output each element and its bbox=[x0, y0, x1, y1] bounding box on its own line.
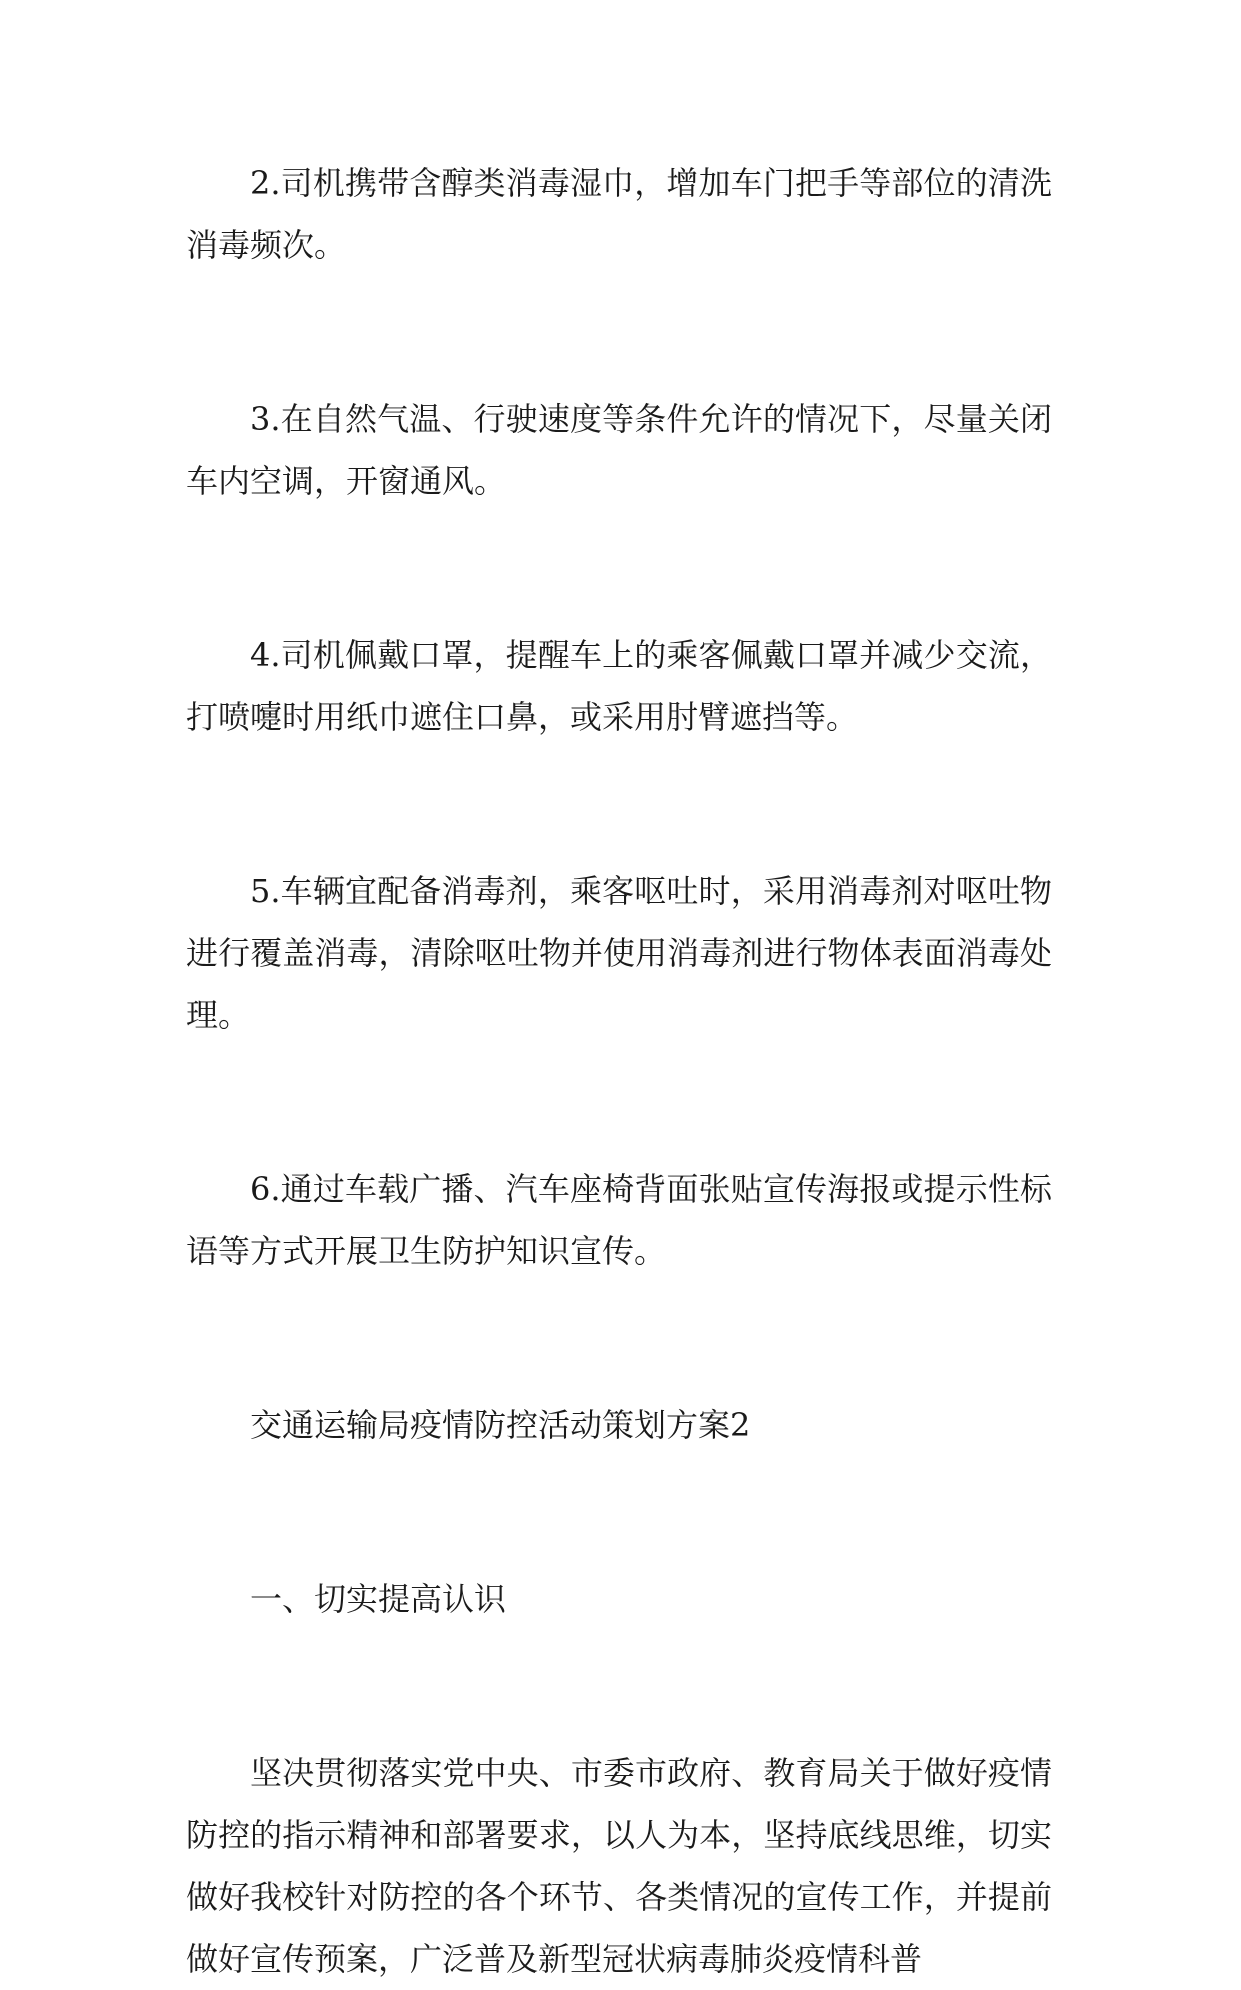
document-body bbox=[186, 152, 1052, 1990]
body-paragraph: 坚决贯彻落实党中央、市委市政府、教育局关于做好疫情防控的指示精神和部署要求，以人为本，坚持底线思维，切实做好我校针对防控的各个环节、各类情况的宣传工作，并提前做好宣传预案，广泛普及新型冠状病毒肺炎疫情科普 bbox=[186, 1754, 1052, 1978]
section-heading: 一、切实提高认识 bbox=[250, 1580, 507, 1618]
section-title: 交通运输局疫情防控活动策划方案2 bbox=[250, 1406, 751, 1444]
paragraph-item-5: 5.车辆宜配备消毒剂，乘客呕吐时，采用消毒剂对呕吐物进行覆盖消毒，清除呕吐物并使用消毒剂进行物体表面消毒处理。 bbox=[186, 872, 1052, 1034]
paragraph-item-2: 2.司机携带含醇类消毒湿巾，增加车门把手等部位的清洗消毒频次。 bbox=[186, 164, 1052, 264]
paragraph-item-4: 4.司机佩戴口罩，提醒车上的乘客佩戴口罩并减少交流，打喷嚏时用纸巾遮住口鼻，或采用肘臂遮挡等。 bbox=[186, 636, 1052, 736]
paragraph-item-6: 6.通过车载广播、汽车座椅背面张贴宣传海报或提示性标语等方式开展卫生防护知识宣传。 bbox=[186, 1170, 1052, 1270]
paragraph-item-3: 3.在自然气温、行驶速度等条件允许的情况下，尽量关闭车内空调，开窗通风。 bbox=[186, 400, 1052, 500]
